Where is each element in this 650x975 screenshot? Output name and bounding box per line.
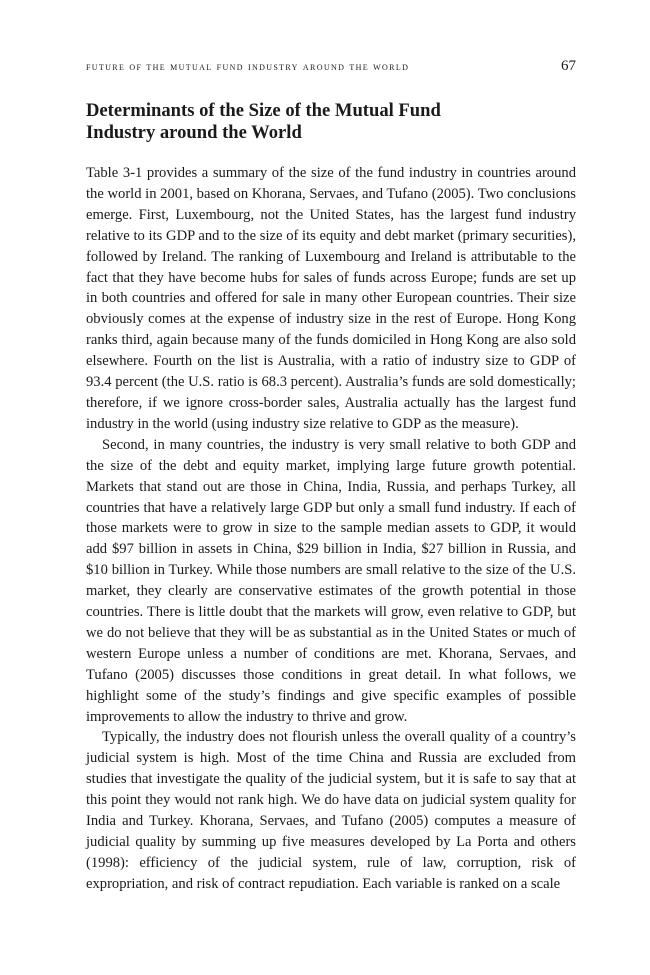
paragraph-2: Second, in many countries, the industry is very small relative to both GDP and the size of the debt and equity market, implying large future growth potential. Markets that stand out are those in China, India, Russia, and perhaps Turkey, all countries that have a relatively large GDP but only a small fund industry. If each of those markets were to grow in size to the sample median assets to GDP, it would add $97 billion in assets in China, $29 billion in India, $27 billion in Russia, and $10 billion in Turkey. While those numbers are small relative to the size of the U.S. market, they clearly are conservative estimates of the growth potential in those countries. There is little doubt that the markets will grow, even relative to GDP, but we do not believe that they will be as substantial as in the United States or much of western Europe unless a number of conditions are met. Khorana, Servaes, and Tufano (2005) discusses those conditions in great detail. In what follows, we highlight some of the study’s findings and give specific examples of possible improvements to allow the industry to thrive and grow.	[86, 436, 576, 725]
book-page	[86, 58, 576, 895]
section-title: Determinants of the Size of the Mutual Fund Industry around the World	[86, 100, 441, 143]
paragraph-3: Typically, the industry does not flourish unless the overall quality of a country’s judicial system is high. Most of the time China and Russia are excluded from studies that investigate the quality of the judicial system, but it is safe to say that at this point they would not rank high. We do have data on judicial system quality for India and Turkey. Khorana, Servaes, and Tufano (2005) computes a measure of judicial quality by summing up five measures developed by La Porta and others (1998): efficiency of the judicial system, rule of law, corruption, risk of expropriation, and risk of contract repudiation. Each variable is ranked on a scale	[86, 729, 576, 892]
running-head-title: future of the mutual fund industry around the world	[86, 61, 410, 73]
body-text	[86, 163, 576, 895]
running-head	[86, 58, 576, 78]
paragraph-1: Table 3-1 provides a summary of the size of the fund industry in countries around the world in 2001, based on Khorana, Servaes, and Tufano (2005). Two conclusions emerge. First, Luxembourg, not the United States, has the largest fund industry relative to its GDP and to the size of its equity and debt market (primary securities), followed by Ireland. The ranking of Luxembourg and Ireland is attributable to the fact that they have become hubs for sales of funds across Europe; funds are set up in both countries and offered for sale in many other European countries. Their size obviously comes at the expense of industry size in the rest of Europe. Hong Kong ranks third, again because many of the funds domiciled in Hong Kong are also sold elsewhere. Fourth on the list is Australia, with a ratio of industry size to GDP of 93.4 percent (the U.S. ratio is 68.3 percent). Australia’s funds are sold domestically; therefore, if we ignore cross-border sales, Australia actually has the largest fund industry in the world (using industry size relative to GDP as the measure).	[86, 165, 576, 432]
page-number: 67	[561, 58, 576, 74]
